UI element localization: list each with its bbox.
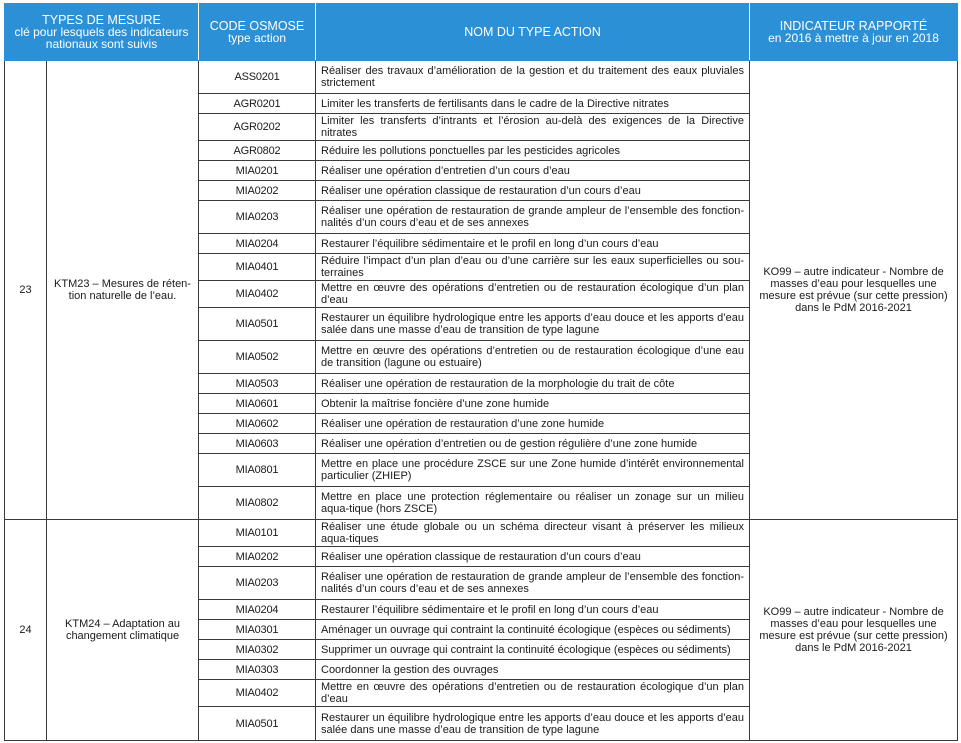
action-code: MIA0402 (199, 680, 316, 707)
header-nom-type-action-title: NOM DU TYPE ACTION (464, 25, 601, 39)
group-measure: KTM23 – Mesures de réten-tion naturelle de l’eau. (47, 61, 199, 520)
group-measure: KTM24 – Adaptation au changement climatique (47, 520, 199, 741)
action-name: Mettre en œuvre des opérations d’entretien ou de restauration écologique d’un plan d’eau (316, 281, 750, 308)
action-code: MIA0303 (199, 660, 316, 680)
action-code: MIA0501 (199, 308, 316, 341)
table-row (5, 61, 958, 94)
action-name: Mettre en place une protection réglementaire ou réaliser un zonage sur un milieu aqua-tique (hors ZSCE) (316, 487, 750, 520)
action-name: Réaliser une opération classique de restauration d’un cours d’eau (316, 181, 750, 201)
action-code: MIA0101 (199, 520, 316, 547)
action-code: MIA0501 (199, 707, 316, 741)
action-name: Réaliser une opération d’entretien d’un cours d’eau (316, 161, 750, 181)
header-code-osmose-title: CODE OSMOSE (209, 19, 305, 33)
header-code-osmose-sub: type action (227, 31, 287, 45)
action-code: ASS0201 (199, 61, 316, 94)
action-code: MIA0601 (199, 394, 316, 414)
action-name: Mettre en œuvre des opérations d’entretien ou de restauration écologique d’un plan d’eau (316, 680, 750, 707)
header-indicateur-title: INDICATEUR RAPPORTÉ (779, 19, 928, 33)
action-code: MIA0802 (199, 487, 316, 520)
action-name: Restaurer l’équilibre sédimentaire et le profil en long d’un cours d’eau (316, 600, 750, 620)
action-name: Réaliser une opération de restauration de grande ampleur de l’ensemble des fonction-nalités d’un cours d’eau et de ses annexes (316, 201, 750, 234)
action-code: MIA0602 (199, 414, 316, 434)
header-indicateur (750, 4, 958, 61)
action-code: MIA0302 (199, 640, 316, 660)
action-name: Réaliser une opération de restauration de grande ampleur de l’ensemble des fonction-nalités d’un cours d’eau et de ses annexes (316, 567, 750, 600)
action-name: Restaurer un équilibre hydrologique entre les apports d’eau douce et les apports d’eau salée dans une masse d’eau de transition de type lagune (316, 707, 750, 741)
header-indicateur-sub: en 2016 à mettre à jour en 2018 (768, 31, 939, 45)
action-code: MIA0301 (199, 620, 316, 640)
header-row (5, 4, 958, 61)
action-code: MIA0502 (199, 341, 316, 374)
action-name: Coordonner la gestion des ouvrages (316, 660, 750, 680)
action-name: Obtenir la maîtrise foncière d’une zone humide (316, 394, 750, 414)
action-name: Mettre en œuvre des opérations d’entretien ou de restauration écologique d’une eau de transition (lagune ou estuaire) (316, 341, 750, 374)
measures-table (4, 3, 958, 741)
action-name: Réaliser une étude globale ou un schéma directeur visant à préserver les milieux aqua-tiques (316, 520, 750, 547)
table-row (5, 520, 958, 547)
action-name: Limiter les transferts d’intrants et l’érosion au-delà des exigences de la Directive nitrates (316, 114, 750, 141)
action-name: Réaliser une opération de restauration d’une zone humide (316, 414, 750, 434)
action-code: MIA0203 (199, 201, 316, 234)
action-name: Réaliser une opération classique de restauration d’un cours d’eau (316, 547, 750, 567)
action-code: AGR0802 (199, 141, 316, 161)
action-code: MIA0801 (199, 454, 316, 487)
action-name: Limiter les transferts de fertilisants dans le cadre de la Directive nitrates (316, 94, 750, 114)
action-name: Supprimer un ouvrage qui contraint la continuité écologique (espèces ou sédiments) (316, 640, 750, 660)
action-code: MIA0202 (199, 181, 316, 201)
action-name: Réduire l’impact d’un plan d’eau ou d’une carrière sur les eaux superficielles ou sou-terraines (316, 254, 750, 281)
action-code: MIA0203 (199, 567, 316, 600)
action-code: MIA0603 (199, 434, 316, 454)
action-name: Aménager un ouvrage qui contraint la continuité écologique (espèces ou sédiments) (316, 620, 750, 640)
header-types-mesure-sub: clé pour lesquels des indicateurs nationaux sont suivis (14, 25, 189, 51)
header-types-mesure (5, 4, 199, 61)
action-name: Restaurer un équilibre hydrologique entre les apports d’eau douce et les apports d’eau salée dans une masse d’eau de transition de type lagune (316, 308, 750, 341)
group-number: 23 (5, 61, 47, 520)
action-name: Réaliser une opération d’entretien ou de gestion régulière d’une zone humide (316, 434, 750, 454)
header-types-mesure-title: TYPES DE MESURE (42, 13, 161, 27)
group-indicator: KO99 – autre indicateur - Nombre de masses d’eau pour lesquelles une mesure est prévue (sur cette pression) dans le PdM 2016-2021 (750, 61, 958, 520)
group-indicator: KO99 – autre indicateur - Nombre de masses d’eau pour lesquelles une mesure est prévue (sur cette pression) dans le PdM 2016-2021 (750, 520, 958, 741)
action-code: MIA0204 (199, 234, 316, 254)
action-code: MIA0402 (199, 281, 316, 308)
group-number: 24 (5, 520, 47, 741)
header-nom-type-action (316, 4, 750, 61)
action-code: MIA0202 (199, 547, 316, 567)
action-name: Mettre en place une procédure ZSCE sur une Zone humide d’intérêt environnemental particulier (ZHIEP) (316, 454, 750, 487)
action-name: Réaliser des travaux d’amélioration de la gestion et du traitement des eaux pluviales strictement (316, 61, 750, 94)
header-code-osmose (199, 4, 316, 61)
action-code: MIA0204 (199, 600, 316, 620)
action-name: Réaliser une opération de restauration de la morphologie du trait de côte (316, 374, 750, 394)
action-code: MIA0401 (199, 254, 316, 281)
action-name: Restaurer l’équilibre sédimentaire et le profil en long d’un cours d’eau (316, 234, 750, 254)
table-body (5, 61, 958, 741)
action-code: AGR0202 (199, 114, 316, 141)
action-code: MIA0503 (199, 374, 316, 394)
action-name: Réduire les pollutions ponctuelles par les pesticides agricoles (316, 141, 750, 161)
action-code: MIA0201 (199, 161, 316, 181)
action-code: AGR0201 (199, 94, 316, 114)
